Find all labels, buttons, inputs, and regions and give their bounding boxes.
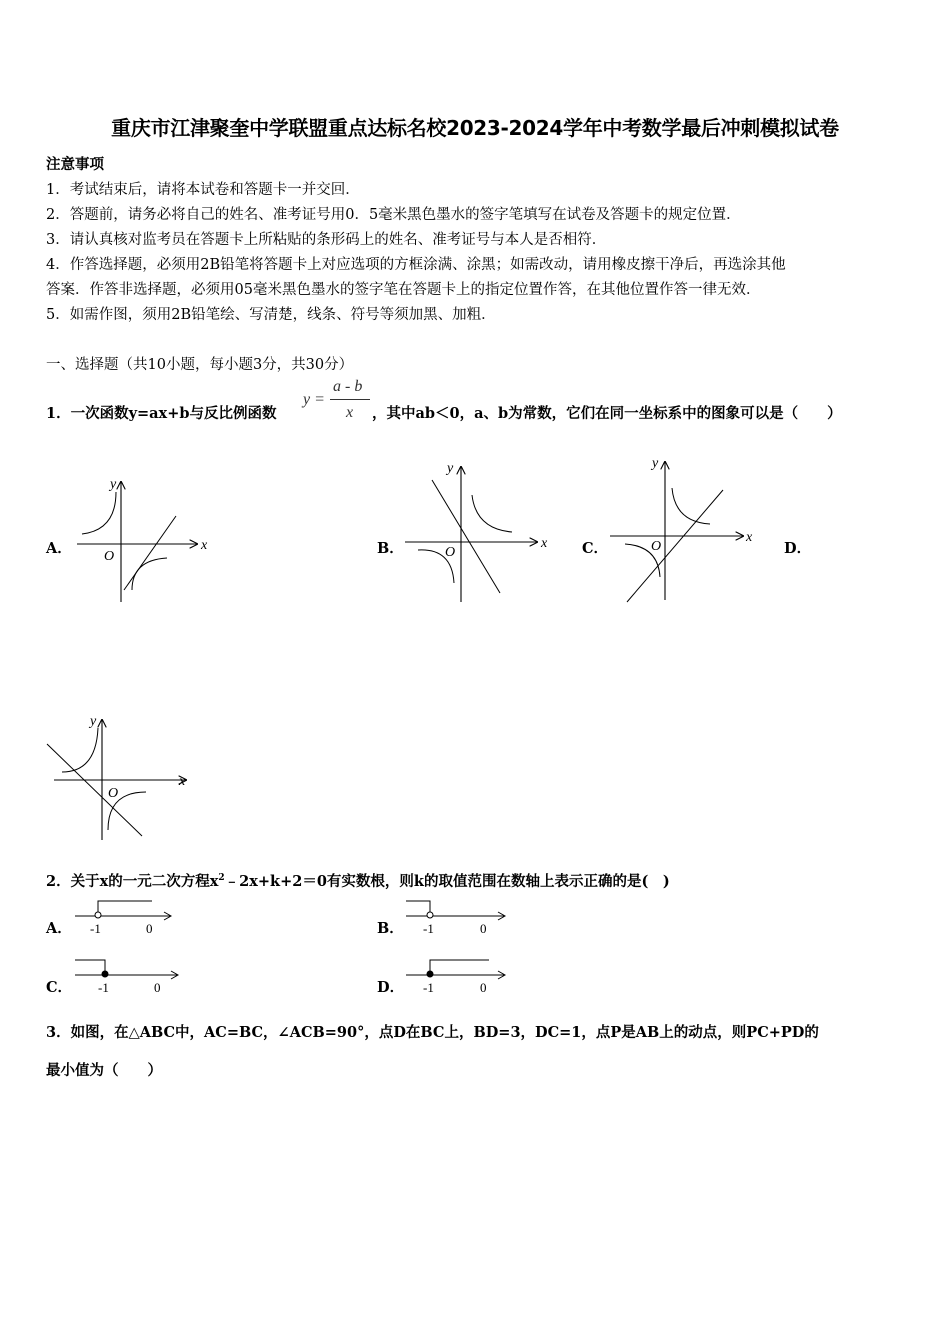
solution-ray	[430, 960, 489, 971]
y-axis-label: y	[447, 461, 454, 476]
q1-graph-c	[605, 452, 765, 604]
y-axis-label: y	[110, 477, 117, 492]
tick-label: 0	[480, 921, 487, 936]
y-axis-label: y	[652, 456, 659, 471]
x-axis-label: x	[201, 538, 208, 553]
q2-numberline-b	[403, 896, 511, 938]
hyperbola-branch	[132, 558, 167, 590]
origin-label: O	[108, 786, 119, 801]
q1-fraction-numerator: a - b	[333, 378, 363, 395]
q2-superscript: 2	[218, 873, 225, 884]
closed-point	[427, 971, 433, 977]
tick-label: 0	[154, 980, 161, 995]
x-axis-label: x	[541, 536, 548, 551]
section-heading: 一、选择题（共10小题，每小题3分，共30分）	[46, 357, 354, 373]
tick-label: -1	[423, 921, 434, 936]
x-axis-label: x	[179, 774, 186, 789]
q2-numberline-a	[72, 896, 177, 938]
q1-graph-b	[400, 455, 560, 605]
q2-option-c-label: C．	[46, 979, 73, 996]
q2-option-b-label: B．	[377, 920, 404, 937]
notice-item: 4．作答选择题，必须用2B铅笔将答题卡上对应选项的方框涂满、涂黑；如需改动，请用橡皮擦干净后，再选涂其他	[46, 257, 786, 273]
hyperbola-branch	[82, 492, 116, 534]
linear-line	[627, 490, 723, 602]
q1-fraction-bar	[330, 399, 370, 400]
hyperbola-branch	[62, 728, 98, 772]
q1-graph-a	[72, 468, 222, 608]
x-axis-label: x	[746, 530, 753, 545]
q2-text-a: 2．关于x的一元二次方程x	[46, 873, 219, 890]
closed-point	[102, 971, 108, 977]
origin-label: O	[445, 545, 456, 560]
q2-option-a-label: A．	[46, 920, 72, 937]
notice-item: 3．请认真核对监考员在答题卡上所粘贴的条形码上的姓名、准考证号与本人是否相符．	[46, 232, 607, 248]
q3-line1: 3．如图，在△ABC中，AC=BC，∠ACB=90°，点D在BC上，BD=3，DC=1，点P是AB上的动点，则PC+PD的	[46, 1024, 819, 1041]
y-axis-label: y	[90, 714, 97, 729]
linear-line	[124, 516, 176, 590]
tick-label: -1	[90, 921, 101, 936]
open-point	[95, 912, 101, 918]
q1-prefix: 1．一次函数y=ax+b与反比例函数	[46, 405, 277, 422]
q1-option-d-label: D．	[784, 540, 812, 557]
page-title: 重庆市江津聚奎中学联盟重点达标名校2023-2024学年中考数学最后冲刺模拟试卷	[111, 116, 839, 140]
tick-label: 0	[146, 921, 153, 936]
q1-fraction-denominator: x	[346, 404, 354, 421]
linear-line	[47, 744, 142, 836]
solution-ray	[75, 960, 105, 971]
q2-option-d-label: D．	[377, 979, 405, 996]
q1-fraction-lhs: y =	[303, 391, 325, 408]
open-point	[427, 912, 433, 918]
q1-graph-d	[42, 712, 197, 844]
tick-label: 0	[480, 980, 487, 995]
q1-option-b-label: B．	[377, 540, 404, 557]
q1-option-a-label: A．	[46, 540, 72, 557]
linear-line	[432, 480, 500, 593]
origin-label: O	[104, 549, 115, 564]
notice-item: 2．答题前，请务必将自己的姓名、准考证号用0．5毫米黑色墨水的签字笔填写在试卷及答题卡的规定位置．	[46, 207, 741, 223]
q3-line2: 最小值为（ ）	[46, 1062, 162, 1079]
tick-label: -1	[423, 980, 434, 995]
q2-numberline-d	[403, 955, 511, 997]
hyperbola-branch	[672, 488, 710, 524]
q1-option-c-label: C．	[582, 540, 609, 557]
tick-label: -1	[98, 980, 109, 995]
q2-question	[46, 870, 670, 891]
q1-suffix: ，其中ab＜0，a、b为常数，它们在同一坐标系中的图象可以是（ ）	[372, 405, 842, 422]
solution-ray	[406, 901, 430, 912]
solution-ray	[98, 901, 152, 912]
hyperbola-branch	[472, 495, 512, 532]
q2-numberline-c	[72, 955, 184, 997]
origin-label: O	[651, 539, 662, 554]
notice-item: 1．考试结束后，请将本试卷和答题卡一并交回．	[46, 182, 360, 198]
notice-item: 答案．作答非选择题，必须用05毫米黑色墨水的签字笔在答题卡上的指定位置作答，在其他位置作答一律无效．	[46, 282, 761, 298]
notice-heading: 注意事项	[46, 156, 104, 173]
q2-text-b: ﹣2x+k+2＝0有实数根，则k的取值范围在数轴上表示正确的是( )	[224, 873, 670, 890]
notice-item: 5．如需作图，须用2B铅笔绘、写清楚，线条、符号等须加黑、加粗．	[46, 307, 496, 323]
